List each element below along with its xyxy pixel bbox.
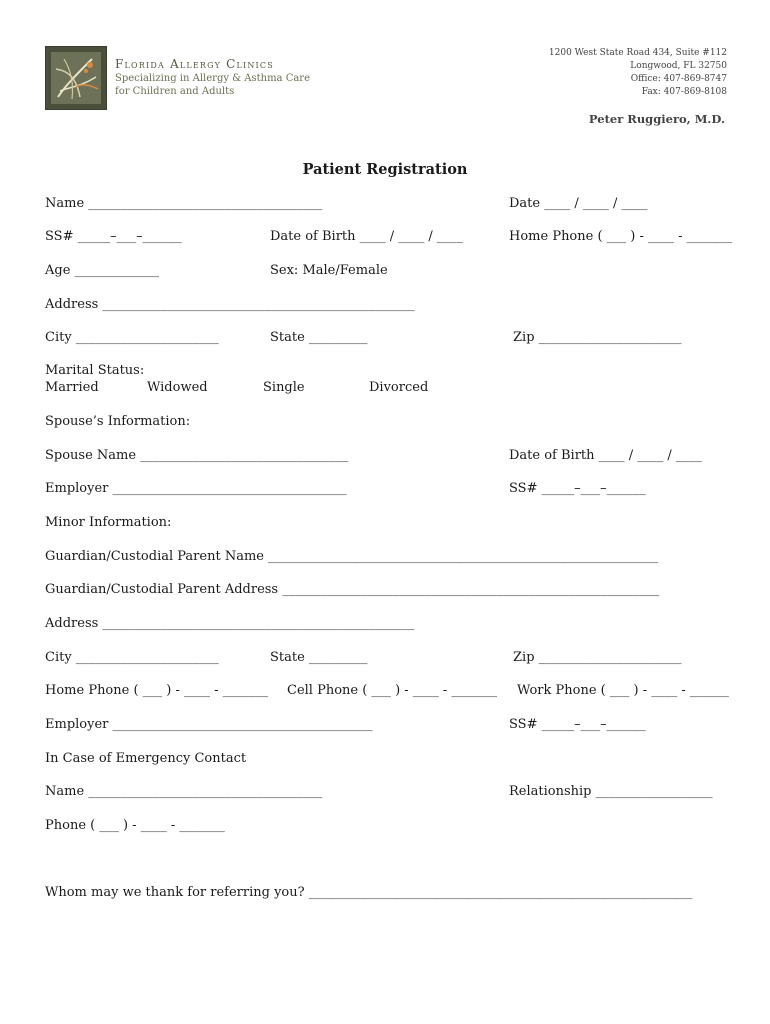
minor-state-field[interactable]: State _________ bbox=[270, 650, 368, 665]
form-title: Patient Registration bbox=[302, 161, 468, 178]
minor-address-field[interactable]: Address ________________________________________________ bbox=[45, 616, 415, 631]
referral-field[interactable]: Whom may we thank for referring you? ___________________________________________________________ bbox=[45, 885, 693, 900]
doctor-name: Peter Ruggiero, M.D. bbox=[588, 112, 725, 126]
spouse-ssn-field[interactable]: SS# _____–___–______ bbox=[509, 481, 646, 496]
clinic-address-1: 1200 West State Road 434, Suite #112 bbox=[548, 48, 727, 58]
marital-option-widowed[interactable]: Widowed bbox=[147, 380, 208, 395]
age-field[interactable]: Age _____________ bbox=[45, 263, 160, 278]
state-field[interactable]: State _________ bbox=[270, 330, 368, 345]
minor-info-heading: Minor Information: bbox=[45, 515, 172, 530]
minor-cell-phone-field[interactable]: Cell Phone ( ___ ) - ____ - _______ bbox=[287, 683, 497, 698]
spouse-employer-field[interactable]: Employer ____________________________________ bbox=[45, 481, 347, 496]
marital-option-married[interactable]: Married bbox=[45, 380, 99, 395]
address-field[interactable]: Address ________________________________________________ bbox=[45, 297, 415, 312]
spouse-name-field[interactable]: Spouse Name ________________________________ bbox=[45, 448, 349, 463]
clinic-address-2: Longwood, FL 32750 bbox=[630, 61, 727, 71]
clinic-tagline-2: for Children and Adults bbox=[115, 86, 235, 97]
marital-option-single[interactable]: Single bbox=[263, 380, 305, 395]
marital-option-divorced[interactable]: Divorced bbox=[369, 380, 429, 395]
ssn-field[interactable]: SS# _____–___–______ bbox=[45, 229, 182, 244]
dob-field[interactable]: Date of Birth ____ / ____ / ____ bbox=[270, 229, 463, 244]
date-field[interactable]: Date ____ / ____ / ____ bbox=[509, 196, 648, 211]
home-phone-field[interactable]: Home Phone ( ___ ) - ____ - _______ bbox=[509, 229, 733, 244]
minor-home-phone-field[interactable]: Home Phone ( ___ ) - ____ - _______ bbox=[45, 683, 269, 698]
minor-zip-field[interactable]: Zip ______________________ bbox=[513, 650, 682, 665]
minor-city-field[interactable]: City ______________________ bbox=[45, 650, 219, 665]
city-field[interactable]: City ______________________ bbox=[45, 330, 219, 345]
logo-tree-icon bbox=[46, 47, 106, 109]
marital-status-label: Marital Status: bbox=[45, 363, 145, 378]
relationship-field[interactable]: Relationship __________________ bbox=[509, 784, 713, 799]
minor-employer-field[interactable]: Employer ________________________________________ bbox=[45, 717, 373, 732]
spouse-info-heading: Spouse’s Information: bbox=[45, 414, 191, 429]
emergency-phone-field[interactable]: Phone ( ___ ) - ____ - _______ bbox=[45, 818, 225, 833]
emergency-contact-heading: In Case of Emergency Contact bbox=[45, 751, 247, 766]
clinic-name: Florida Allergy Clinics bbox=[115, 57, 274, 71]
sex-field[interactable]: Sex: Male/Female bbox=[270, 263, 388, 278]
guardian-name-field[interactable]: Guardian/Custodial Parent Name ____________________________________________________________ bbox=[45, 549, 659, 564]
guardian-address-field[interactable]: Guardian/Custodial Parent Address __________________________________________________________ bbox=[45, 582, 660, 597]
minor-work-phone-field[interactable]: Work Phone ( ___ ) - ____ - ______ bbox=[517, 683, 729, 698]
clinic-tagline-1: Specializing in Allergy & Asthma Care bbox=[115, 73, 311, 84]
spouse-dob-field[interactable]: Date of Birth ____ / ____ / ____ bbox=[509, 448, 702, 463]
emergency-name-field[interactable]: Name ____________________________________ bbox=[45, 784, 323, 799]
clinic-office-phone: Office: 407-869-8747 bbox=[630, 74, 727, 84]
clinic-logo bbox=[45, 46, 107, 110]
name-field[interactable]: Name ____________________________________ bbox=[45, 196, 323, 211]
minor-ssn-field[interactable]: SS# _____–___–______ bbox=[509, 717, 646, 732]
clinic-fax: Fax: 407-869-8108 bbox=[641, 87, 727, 97]
zip-field[interactable]: Zip ______________________ bbox=[513, 330, 682, 345]
